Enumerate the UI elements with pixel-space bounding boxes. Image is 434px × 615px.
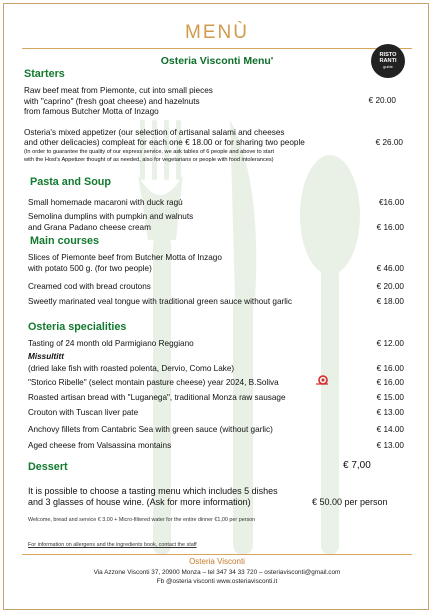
allergens-note: For information on allergens and the ingredients book, contact the staff (28, 542, 197, 548)
welcome-note: Welcome, bread and service € 3.00 + Micro-filtered water for the entire dinner €1,00 per person (28, 517, 256, 523)
speciality-4: Roasted artisan bread with "Luganega", traditional Monza raw sausage (28, 393, 286, 402)
header-divider (22, 48, 412, 49)
starter-1-line-1: Raw beef meat from Piemonte, cut into small pieces (24, 86, 213, 95)
starter-2-line-1: Osteria's mixed appetizer (our selection of artisanal salami and cheeses (24, 128, 285, 137)
starter-2-note-2: with the Host's Appetizer thought of as needed, also for vegetarians or people with food intolerances) (24, 157, 274, 163)
section-dessert: Dessert (28, 461, 68, 473)
starter-2-note-1: (In order to guarantee the quality of our express service, we ask tables of 6 people and above to start (24, 149, 275, 155)
speciality-1-price: € 12.00 (376, 339, 404, 348)
footer-social: Fb @osteria visconti www.osteriavisconti.it (156, 578, 278, 585)
pasta-1-price: €16.00 (378, 198, 404, 207)
snail-icon (315, 375, 329, 385)
main-2-price: € 20.00 (376, 282, 404, 291)
footer-divider (22, 554, 412, 555)
starter-2-price: € 26.00 (375, 138, 403, 147)
main-3: Sweetly marinated veal tongue with traditional green sauce without garlic (28, 297, 292, 306)
speciality-4-price: € 15.00 (376, 393, 404, 402)
badge-line-3: guide (383, 64, 393, 69)
page-title: MENÙ (185, 22, 249, 43)
speciality-2-price: € 16.00 (376, 364, 404, 373)
section-specialities: Osteria specialities (28, 321, 127, 333)
pasta-1: Small homemade macaroni with duck ragù (28, 198, 183, 207)
speciality-7: Aged cheese from Valsassina montains (28, 441, 172, 450)
starter-1-line-3: from famous Butcher Motta of Inzago (24, 107, 159, 116)
main-3-price: € 18.00 (376, 297, 404, 306)
pasta-2-price: € 16.00 (376, 223, 404, 232)
speciality-2: (dried lake fish with roasted polenta, Dervio, Como Lake) (28, 364, 235, 373)
footer-address: Via Azzone Visconti 37, 20900 Monza – tel 347 34 33 720 – osteriavisconti@gmail.com (93, 569, 341, 576)
guide-badge (371, 44, 405, 78)
pasta-2-line-2: and Grana Padano cheese cream (28, 223, 151, 232)
main-1-line-1: Slices of Piemonte beef from Butcher Motta of Inzago (28, 253, 222, 262)
speciality-2-title: Missultitt (28, 352, 64, 361)
badge-line-1: RISTO (379, 52, 397, 58)
tasting-price: € 50.00 per person (312, 497, 388, 507)
main-1-price: € 46.00 (376, 264, 404, 273)
starter-1-line-2: with "caprino" (fresh goat cheese) and hazelnuts (24, 97, 200, 106)
tasting-line-2: and 3 glasses of house wine. (Ask for more information) (28, 497, 251, 507)
footer-name: Osteria Visconti (189, 557, 245, 566)
speciality-3: "Storico Ribelle" (select montain pasture cheese) year 2024, B.Soliva (28, 378, 279, 387)
main-1-line-2: with potato 500 g. (for two people) (28, 264, 152, 273)
speciality-5: Crouton with Tuscan liver pate (28, 408, 139, 417)
starter-1-price: € 20.00 (368, 96, 396, 105)
section-pasta: Pasta and Soup (30, 176, 111, 188)
tasting-line-1: It is possible to choose a tasting menu which includes 5 dishes (28, 486, 278, 496)
dessert-price: € 7,00 (343, 460, 371, 471)
badge-line-2: RANTI (379, 58, 397, 64)
main-2: Creamed cod with bread croutons (28, 282, 151, 291)
speciality-6-price: € 14.00 (376, 425, 404, 434)
speciality-3-price: € 16.00 (376, 378, 404, 387)
speciality-6: Anchovy fillets from Cantabric Sea with green sauce (without garlic) (28, 425, 273, 434)
section-starters: Starters (24, 68, 65, 80)
section-main-courses: Main courses (30, 235, 100, 247)
speciality-5-price: € 13.00 (376, 408, 404, 417)
speciality-7-price: € 13.00 (376, 441, 404, 450)
pasta-2-line-1: Semolina dumplins with pumpkin and walnuts (28, 212, 194, 221)
speciality-1: Tasting of 24 month old Parmigiano Reggiano (28, 339, 194, 348)
starter-2-line-2: and other delicacies) compleat for each one € 18.00 or for sharing two people (24, 138, 305, 147)
menu-title: Osteria Visconti Menu' (160, 55, 274, 67)
